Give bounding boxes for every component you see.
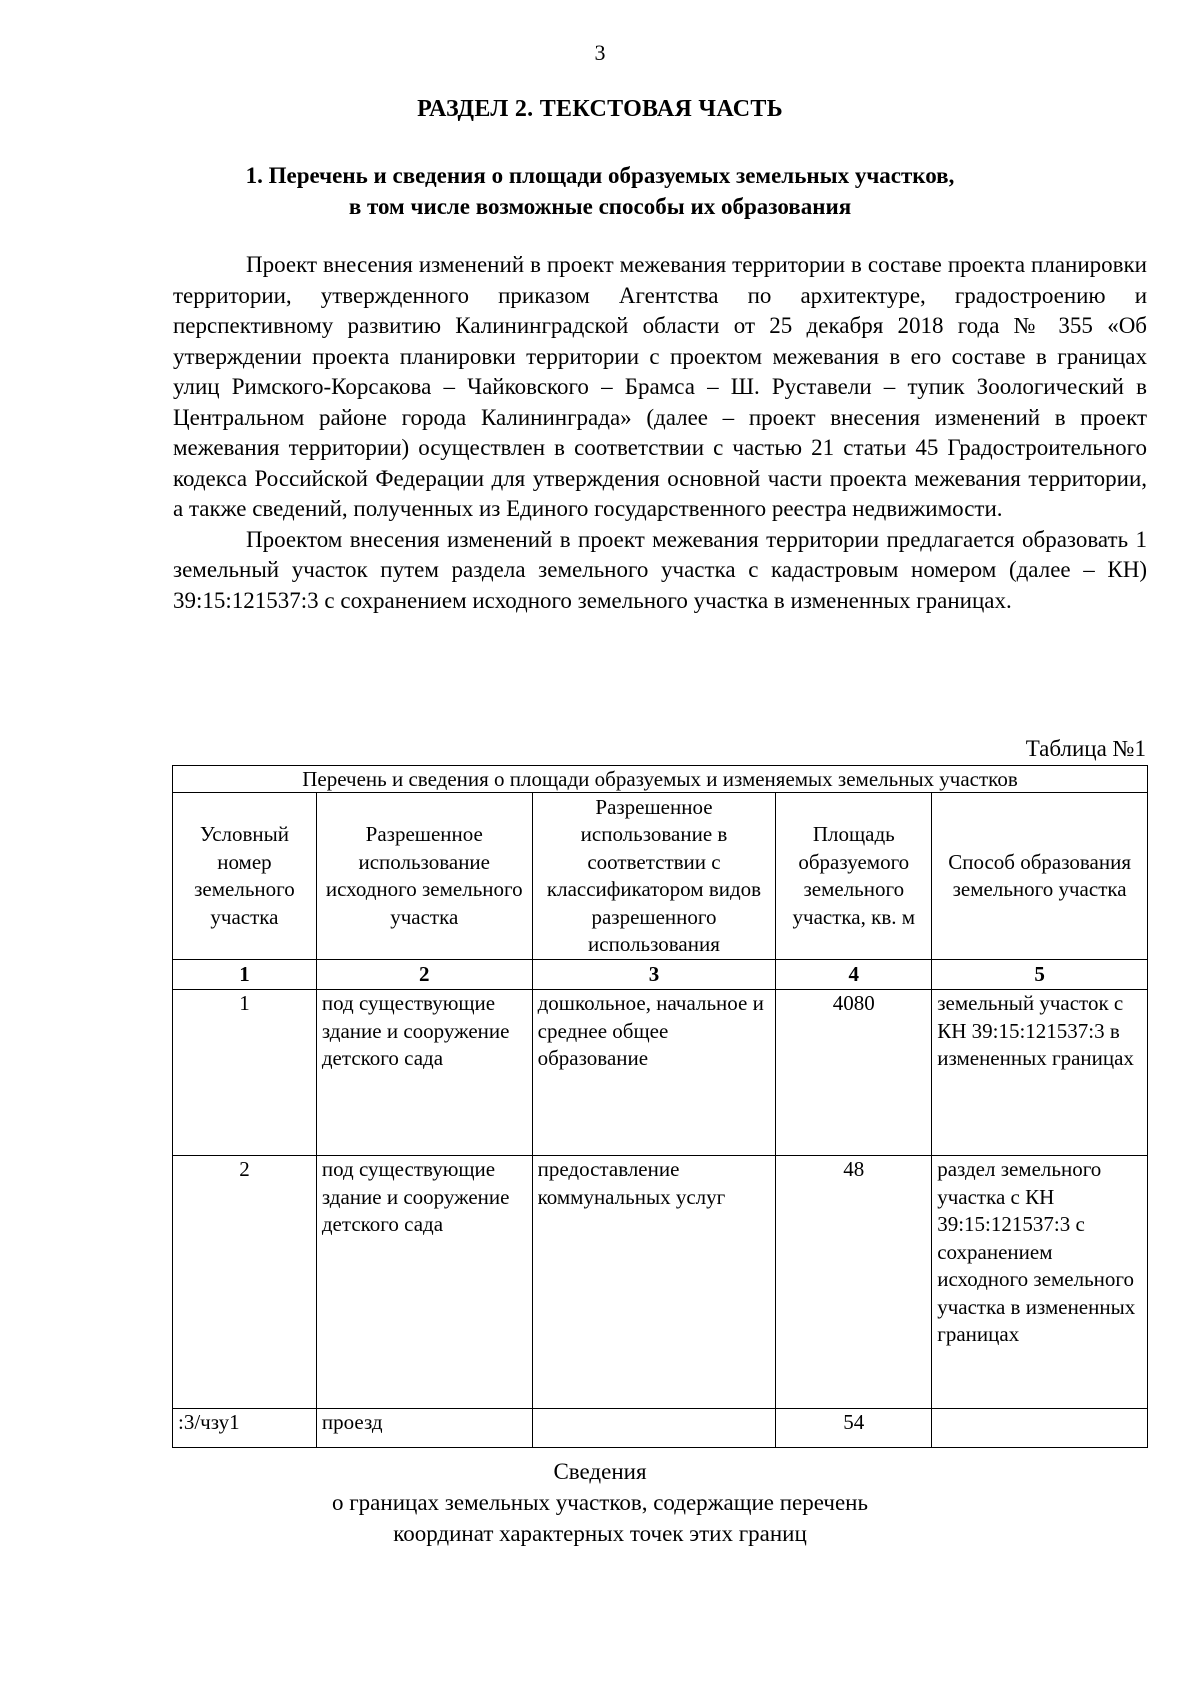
classified-use-cell: дошкольное, начальное и среднее общее образование xyxy=(532,990,776,1156)
header-classified-use: Разрешенное использование в соответствии с классификатором видов разрешенного использования xyxy=(532,793,776,960)
table-row xyxy=(173,990,1148,1156)
plot-number-cell: 2 xyxy=(173,1156,317,1409)
header-plot-number: Условный номер земельного участка xyxy=(173,793,317,960)
paragraph-2: Проектом внесения изменений в проект межевания территории предлагается образовать 1 земельный участок путем раздела земельного участка с кадастровым номером (далее – КН) 39:15:121537:3 с сохранением исходного земельного участка в измененных границах. xyxy=(173,526,1147,613)
column-number: 2 xyxy=(316,960,532,990)
body-text xyxy=(173,250,1147,616)
table-row xyxy=(173,1409,1148,1448)
column-number: 3 xyxy=(532,960,776,990)
original-use-cell: проезд xyxy=(316,1409,532,1448)
area-cell: 48 xyxy=(776,1156,932,1409)
footer-heading-line-2: о границах земельных участков, содержащие перечень xyxy=(332,1490,868,1515)
header-original-use: Разрешенное использование исходного земельного участка xyxy=(316,793,532,960)
column-number: 4 xyxy=(776,960,932,990)
page-number: 3 xyxy=(594,40,606,65)
plot-number-cell: :3/чзу1 xyxy=(173,1409,317,1448)
header-method: Способ образования земельного участка xyxy=(932,793,1148,960)
area-cell: 4080 xyxy=(776,990,932,1156)
column-number-row xyxy=(173,960,1148,990)
column-number: 1 xyxy=(173,960,317,990)
table-caption: Перечень и сведения о площади образуемых и изменяемых земельных участков xyxy=(173,766,1148,793)
footer-heading xyxy=(0,1456,1200,1549)
table-row xyxy=(173,1156,1148,1409)
method-cell: раздел земельного участка с КН 39:15:121537:3 с сохранением исходного земельного участка в измененных границах xyxy=(932,1156,1148,1409)
original-use-cell: под существующие здание и сооружение детского сада xyxy=(316,990,532,1156)
land-plots-table xyxy=(172,765,1148,1448)
column-number: 5 xyxy=(932,960,1148,990)
plot-number-cell: 1 xyxy=(173,990,317,1156)
section-title: РАЗДЕЛ 2. ТЕКСТОВАЯ ЧАСТЬ xyxy=(417,96,783,122)
subheading-line-1: 1. Перечень и сведения о площади образуемых земельных участков, xyxy=(245,163,955,188)
header-area: Площадь образуемого земельного участка, кв. м xyxy=(776,793,932,960)
method-cell: земельный участок с КН 39:15:121537:3 в измененных границах xyxy=(932,990,1148,1156)
original-use-cell: под существующие здание и сооружение детского сада xyxy=(316,1156,532,1409)
paragraph-1: Проект внесения изменений в проект межевания территории в составе проекта планировки территории, утвержденного приказом Агентства по архитектуре, градостроению и перспективному развитию Калининградской области от 25 декабря 2018 года № 355 «Об утверждении проекта планировки территории с проектом межевания в его составе в границах улиц Римского-Корсакова – Чайковского – Брамса – Ш. Руставели – тупик Зоологический в Центральном районе города Калининграда» (далее – проект внесения изменений в проект межевания территории) осуществлен в соответствии с частью 21 статьи 45 Градостроительного кодекса Российской Федерации для утверждения основной части проекта межевания территории, а также сведений, полученных из Единого государственного реестра недвижимости. xyxy=(173,252,1147,521)
classified-use-cell xyxy=(532,1409,776,1448)
table-header-row xyxy=(173,793,1148,960)
table-caption-row xyxy=(173,766,1148,793)
footer-heading-line-1: Сведения xyxy=(553,1459,647,1484)
classified-use-cell: предоставление коммунальных услуг xyxy=(532,1156,776,1409)
method-cell xyxy=(932,1409,1148,1448)
table-label: Таблица №1 xyxy=(1025,736,1146,761)
subheading xyxy=(0,160,1200,222)
footer-heading-line-3: координат характерных точек этих границ xyxy=(393,1521,807,1546)
subheading-line-2: в том числе возможные способы их образования xyxy=(348,194,852,219)
area-cell: 54 xyxy=(776,1409,932,1448)
